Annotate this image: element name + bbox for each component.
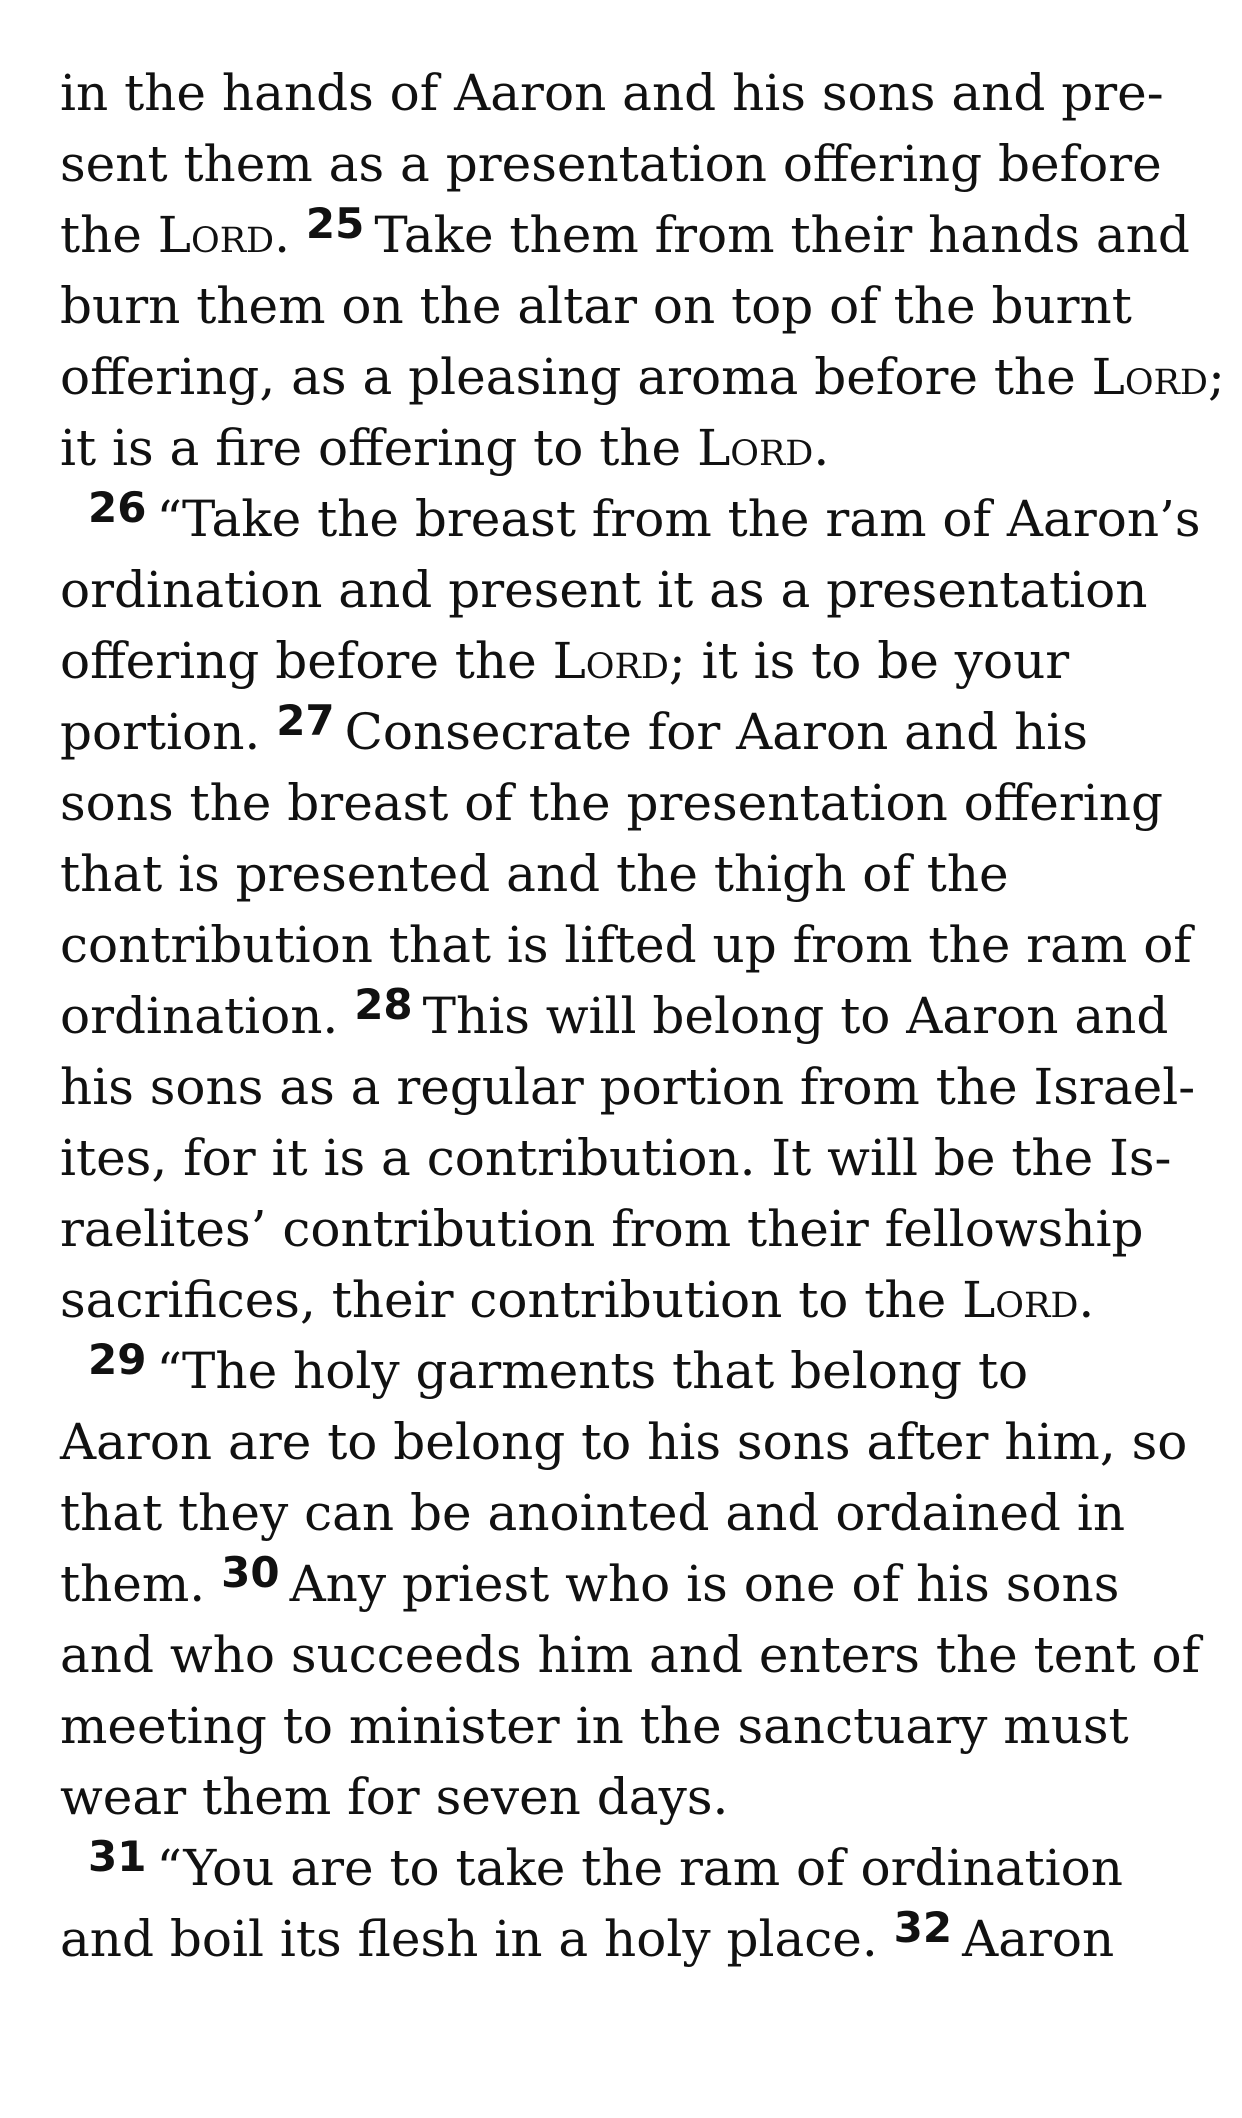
text-segment: offering before the <box>60 632 537 690</box>
text-line <box>60 129 1200 200</box>
text-segment: and boil its flesh in a holy place. <box>60 1910 878 1968</box>
text-line <box>60 839 1200 910</box>
text-line <box>60 697 1200 768</box>
text-line <box>60 1052 1200 1123</box>
divine-name: Lord <box>552 632 669 690</box>
text-segment: “You are to take the ram of ordination <box>156 1839 1123 1897</box>
text-line <box>60 981 1200 1052</box>
text-line <box>60 58 1200 129</box>
scripture-passage <box>60 58 1225 1975</box>
text-segment: ordination and present it as a presentation <box>60 561 1148 619</box>
text-segment: Any priest who is one of his sons <box>289 1555 1120 1613</box>
text-line <box>60 1194 1200 1265</box>
divine-name: Lord <box>962 1271 1079 1329</box>
text-segment: contribution that is lifted up from the ram of <box>60 916 1192 974</box>
text-line <box>60 1691 1200 1762</box>
verse-number: 25 <box>305 199 365 248</box>
text-segment: Consecrate for Aaron and his <box>344 703 1088 761</box>
text-segment: in the hands of Aaron and his sons and pre- <box>60 64 1164 122</box>
text-segment: sent them as a presentation offering before <box>60 135 1162 193</box>
text-line <box>60 484 1200 555</box>
text-segment: wear them for seven days. <box>60 1768 729 1826</box>
text-line <box>60 200 1200 271</box>
text-segment: Aaron <box>962 1910 1115 1968</box>
text-segment: . <box>274 206 291 264</box>
text-segment: the <box>60 206 142 264</box>
text-segment: ; it is to be your <box>668 632 1070 690</box>
verse-number: 31 <box>88 1832 147 1881</box>
text-line <box>60 1478 1200 1549</box>
text-segment: sons the breast of the presentation offering <box>60 774 1163 832</box>
text-line <box>60 626 1200 697</box>
verse-number: 26 <box>88 483 147 532</box>
text-segment: offering, as a pleasing aroma before the <box>60 348 1076 406</box>
text-line <box>60 1833 1200 1904</box>
text-segment: “Take the breast from the ram of Aaron’s <box>156 490 1201 548</box>
text-segment: that is presented and the thigh of the <box>60 845 1009 903</box>
verse-number: 27 <box>276 696 335 745</box>
text-line <box>60 1336 1200 1407</box>
text-segment: Take them from their hands and <box>374 206 1190 264</box>
text-segment: Aaron are to belong to his sons after him, so <box>60 1413 1188 1471</box>
text-line <box>60 1904 1200 1975</box>
text-line <box>60 342 1225 413</box>
text-segment: portion. <box>60 703 261 761</box>
text-segment: sacrifices, their contribution to the <box>60 1271 947 1329</box>
text-segment: ites, for it is a contribution. It will be the Is- <box>60 1129 1172 1187</box>
text-segment: his sons as a regular portion from the Israel- <box>60 1058 1196 1116</box>
text-segment: meeting to minister in the sanctuary must <box>60 1697 1129 1755</box>
text-line <box>60 1762 1200 1833</box>
verse-number: 29 <box>88 1335 147 1384</box>
text-line <box>60 1265 1200 1336</box>
text-segment: . <box>1078 1271 1095 1329</box>
text-segment: “The holy garments that belong to <box>156 1342 1029 1400</box>
text-line <box>60 910 1200 981</box>
text-segment: and who succeeds him and enters the tent of <box>60 1626 1201 1684</box>
text-line <box>60 768 1200 839</box>
verse-number: 28 <box>354 980 413 1029</box>
verse-number: 30 <box>221 1548 280 1597</box>
verse-number: 32 <box>893 1903 953 1952</box>
divine-name: Lord <box>157 206 275 264</box>
text-line <box>60 1620 1200 1691</box>
text-segment: burn them on the altar on top of the burnt <box>60 277 1132 335</box>
text-segment: that they can be anointed and ordained in <box>60 1484 1126 1542</box>
text-segment: ordination. <box>60 987 339 1045</box>
text-segment: ; <box>1207 348 1225 406</box>
text-segment: . <box>813 419 830 477</box>
text-segment: them. <box>60 1555 206 1613</box>
text-segment: This will belong to Aaron and <box>422 987 1169 1045</box>
divine-name: Lord <box>697 419 814 477</box>
text-line <box>60 1123 1200 1194</box>
text-segment: it is a fire offering to the <box>60 419 682 477</box>
text-line <box>60 271 1200 342</box>
text-line <box>60 413 1200 484</box>
text-line <box>60 1549 1200 1620</box>
text-segment: raelites’ contribution from their fellowship <box>60 1200 1144 1258</box>
divine-name: Lord <box>1091 348 1208 406</box>
text-line <box>60 1407 1200 1478</box>
text-line <box>60 555 1200 626</box>
